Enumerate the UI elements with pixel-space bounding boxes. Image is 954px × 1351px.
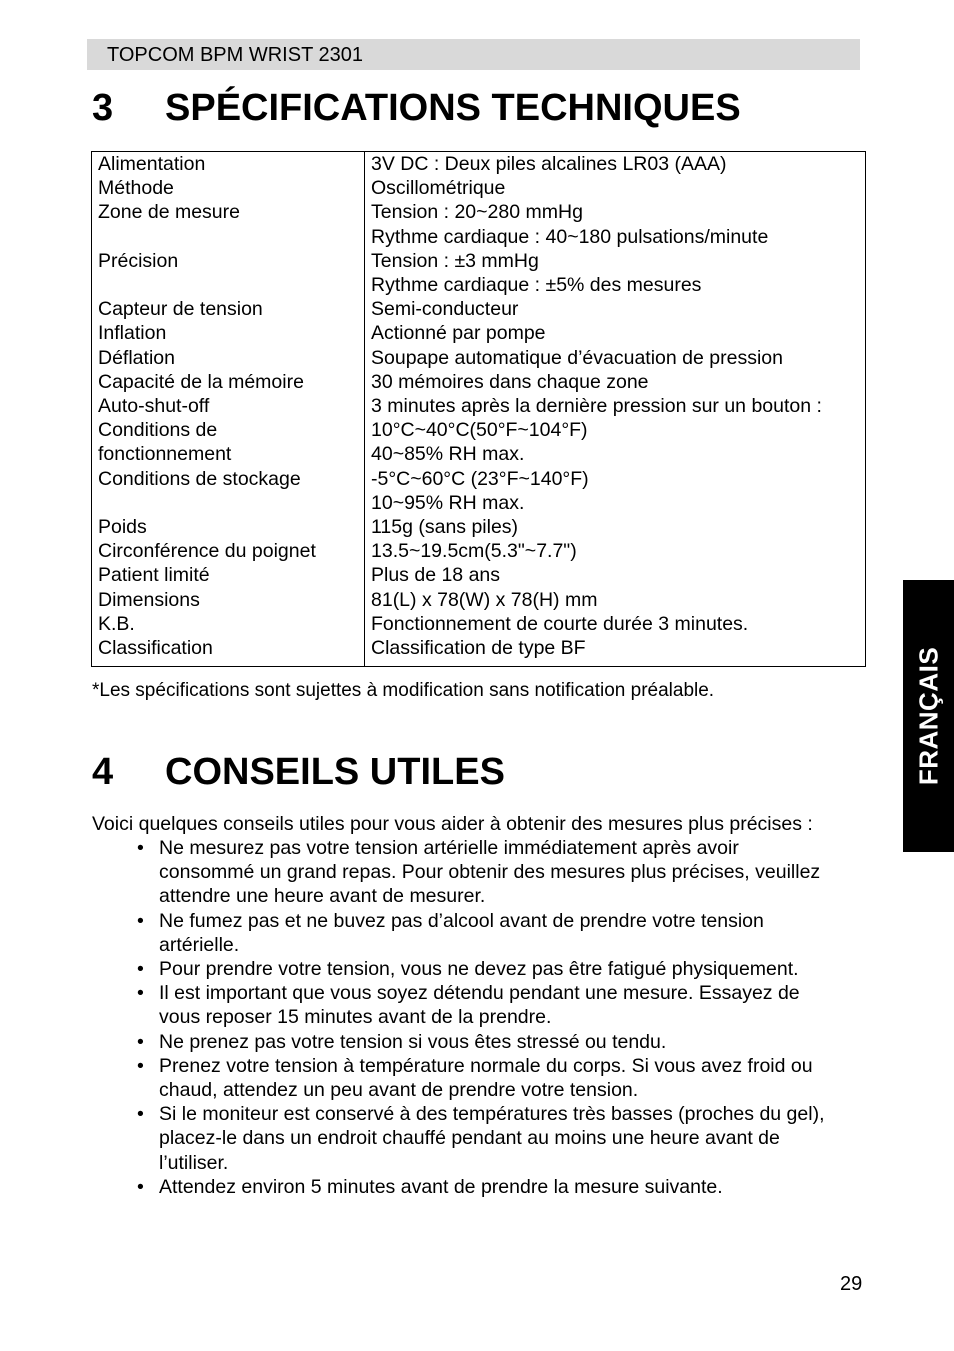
spec-value: 40~85% RH max. [371,443,525,466]
spec-value: Oscillométrique [371,177,506,200]
spec-label-column [92,152,365,666]
tip-line: consommé un grand repas. Pour obtenir des mesures plus précises, veuillez [159,861,821,884]
tips-list [137,836,867,1199]
spec-value: Classification de type BF [371,637,586,660]
spec-label: Précision [98,249,179,272]
language-tab [903,580,954,852]
spec-label: fonctionnement [98,443,232,466]
tip-line: Prenez votre tension à température normale du corps. Si vous avez froid ou [159,1054,813,1077]
section-4-title: CONSEILS UTILES [165,751,505,793]
spec-value: 115g (sans piles) [371,516,519,539]
spec-label: Conditions de [98,419,218,442]
spec-value: Soupape automatique d’évacuation de pression [371,346,783,369]
spec-label: Inflation [98,322,167,345]
bullet-icon: • [137,1175,144,1198]
spec-label: Poids [98,516,147,539]
tip-line: Si le moniteur est conservé à des températures très basses (proches du gel), [159,1103,825,1126]
spec-label: Patient limité [98,564,210,587]
spec-value: Plus de 18 ans [371,564,501,587]
spec-value: Rythme cardiaque : ±5% des mesures [371,274,702,297]
tip-line: placez-le dans un endroit chauffé pendant au moins une heure avant de [159,1127,780,1150]
spec-label: Conditions de stockage [98,467,301,490]
spec-label: Auto-shut-off [98,395,210,418]
tip-line: Ne fumez pas et ne buvez pas d’alcool avant de prendre votre tension [159,909,764,932]
tip-line: attendre une heure avant de mesurer. [159,885,486,908]
spec-value: 10~95% RH max. [371,491,525,514]
spec-value: Semi-conducteur [371,298,519,321]
specifications-table [91,151,866,667]
list-item [137,957,867,981]
tip-line: Pour prendre votre tension, vous ne devez pas être fatigué physiquement. [159,958,799,981]
bullet-icon: • [137,982,144,1005]
spec-value: Tension : ±3 mmHg [371,249,539,272]
list-item [137,836,867,909]
spec-value: Actionné par pompe [371,322,546,345]
tip-line: vous reposer 15 minutes avant de la prendre. [159,1006,552,1029]
spec-value: 81(L) x 78(W) x 78(H) mm [371,588,598,611]
tip-line: l’utiliser. [159,1151,229,1174]
spec-value: 3V DC : Deux piles alcalines LR03 (AAA) [371,153,727,175]
tip-line: artérielle. [159,933,240,956]
page-number: 29 [840,1273,863,1295]
list-item [137,909,867,957]
header-title: TOPCOM BPM WRIST 2301 [107,44,363,66]
spec-value: 3 minutes après la dernière pression sur un bouton : [371,395,822,418]
header-bar [87,39,860,70]
spec-label: Alimentation [98,153,206,175]
spec-label: Dimensions [98,588,200,611]
spec-value: -5°C~60°C (23°F~140°F) [371,467,589,490]
tip-line: Il est important que vous soyez détendu pendant une mesure. Essayez de [159,982,800,1005]
spec-value: Rythme cardiaque : 40~180 pulsations/minute [371,225,769,248]
bullet-icon: • [137,909,144,932]
specifications-footnote: *Les spécifications sont sujettes à modification sans notification préalable. [92,680,715,701]
spec-label [98,273,364,297]
spec-label: Capacité de la mémoire [98,370,304,393]
list-item [137,1102,867,1175]
spec-label: Zone de mesure [98,201,240,224]
tip-line: Ne mesurez pas votre tension artérielle immédiatement après avoir [159,837,739,859]
list-item [137,981,867,1029]
spec-value: 10°C~40°C(50°F~104°F) [371,419,588,442]
bullet-icon: • [137,837,144,859]
spec-label: Méthode [98,177,174,200]
spec-label: Circonférence du poignet [98,540,316,563]
section-3-title: SPÉCIFICATIONS TECHNIQUES [165,87,741,129]
section-3-number: 3 [92,87,114,129]
spec-label: Déflation [98,346,175,369]
list-item [137,1030,867,1054]
spec-value-column [365,152,865,666]
language-tab-label: FRANÇAIS [913,646,943,786]
tip-line: Attendez environ 5 minutes avant de prendre la mesure suivante. [159,1175,723,1198]
section-4-heading [92,750,505,794]
spec-label [98,225,364,249]
spec-label: Capteur de tension [98,298,263,321]
list-item [137,1054,867,1102]
bullet-icon: • [137,1054,144,1077]
spec-value: Fonctionnement de courte durée 3 minutes. [371,612,749,635]
spec-label [98,491,364,515]
spec-value: 30 mémoires dans chaque zone [371,370,649,393]
bullet-icon: • [137,1030,144,1053]
spec-value: Tension : 20~280 mmHg [371,201,583,224]
section-4-number: 4 [92,751,114,793]
section-3-heading [92,86,741,130]
spec-label: K.B. [98,612,135,635]
bullet-icon: • [137,1103,144,1126]
spec-label: Classification [98,637,213,660]
bullet-icon: • [137,958,144,981]
spec-value: 13.5~19.5cm(5.3"~7.7") [371,540,577,563]
tip-line: Ne prenez pas votre tension si vous êtes stressé ou tendu. [159,1030,667,1053]
tips-intro: Voici quelques conseils utiles pour vous aider à obtenir des mesures plus précises : [92,813,813,835]
tip-line: chaud, attendez un peu avant de prendre votre tension. [159,1079,639,1102]
list-item [137,1175,867,1199]
